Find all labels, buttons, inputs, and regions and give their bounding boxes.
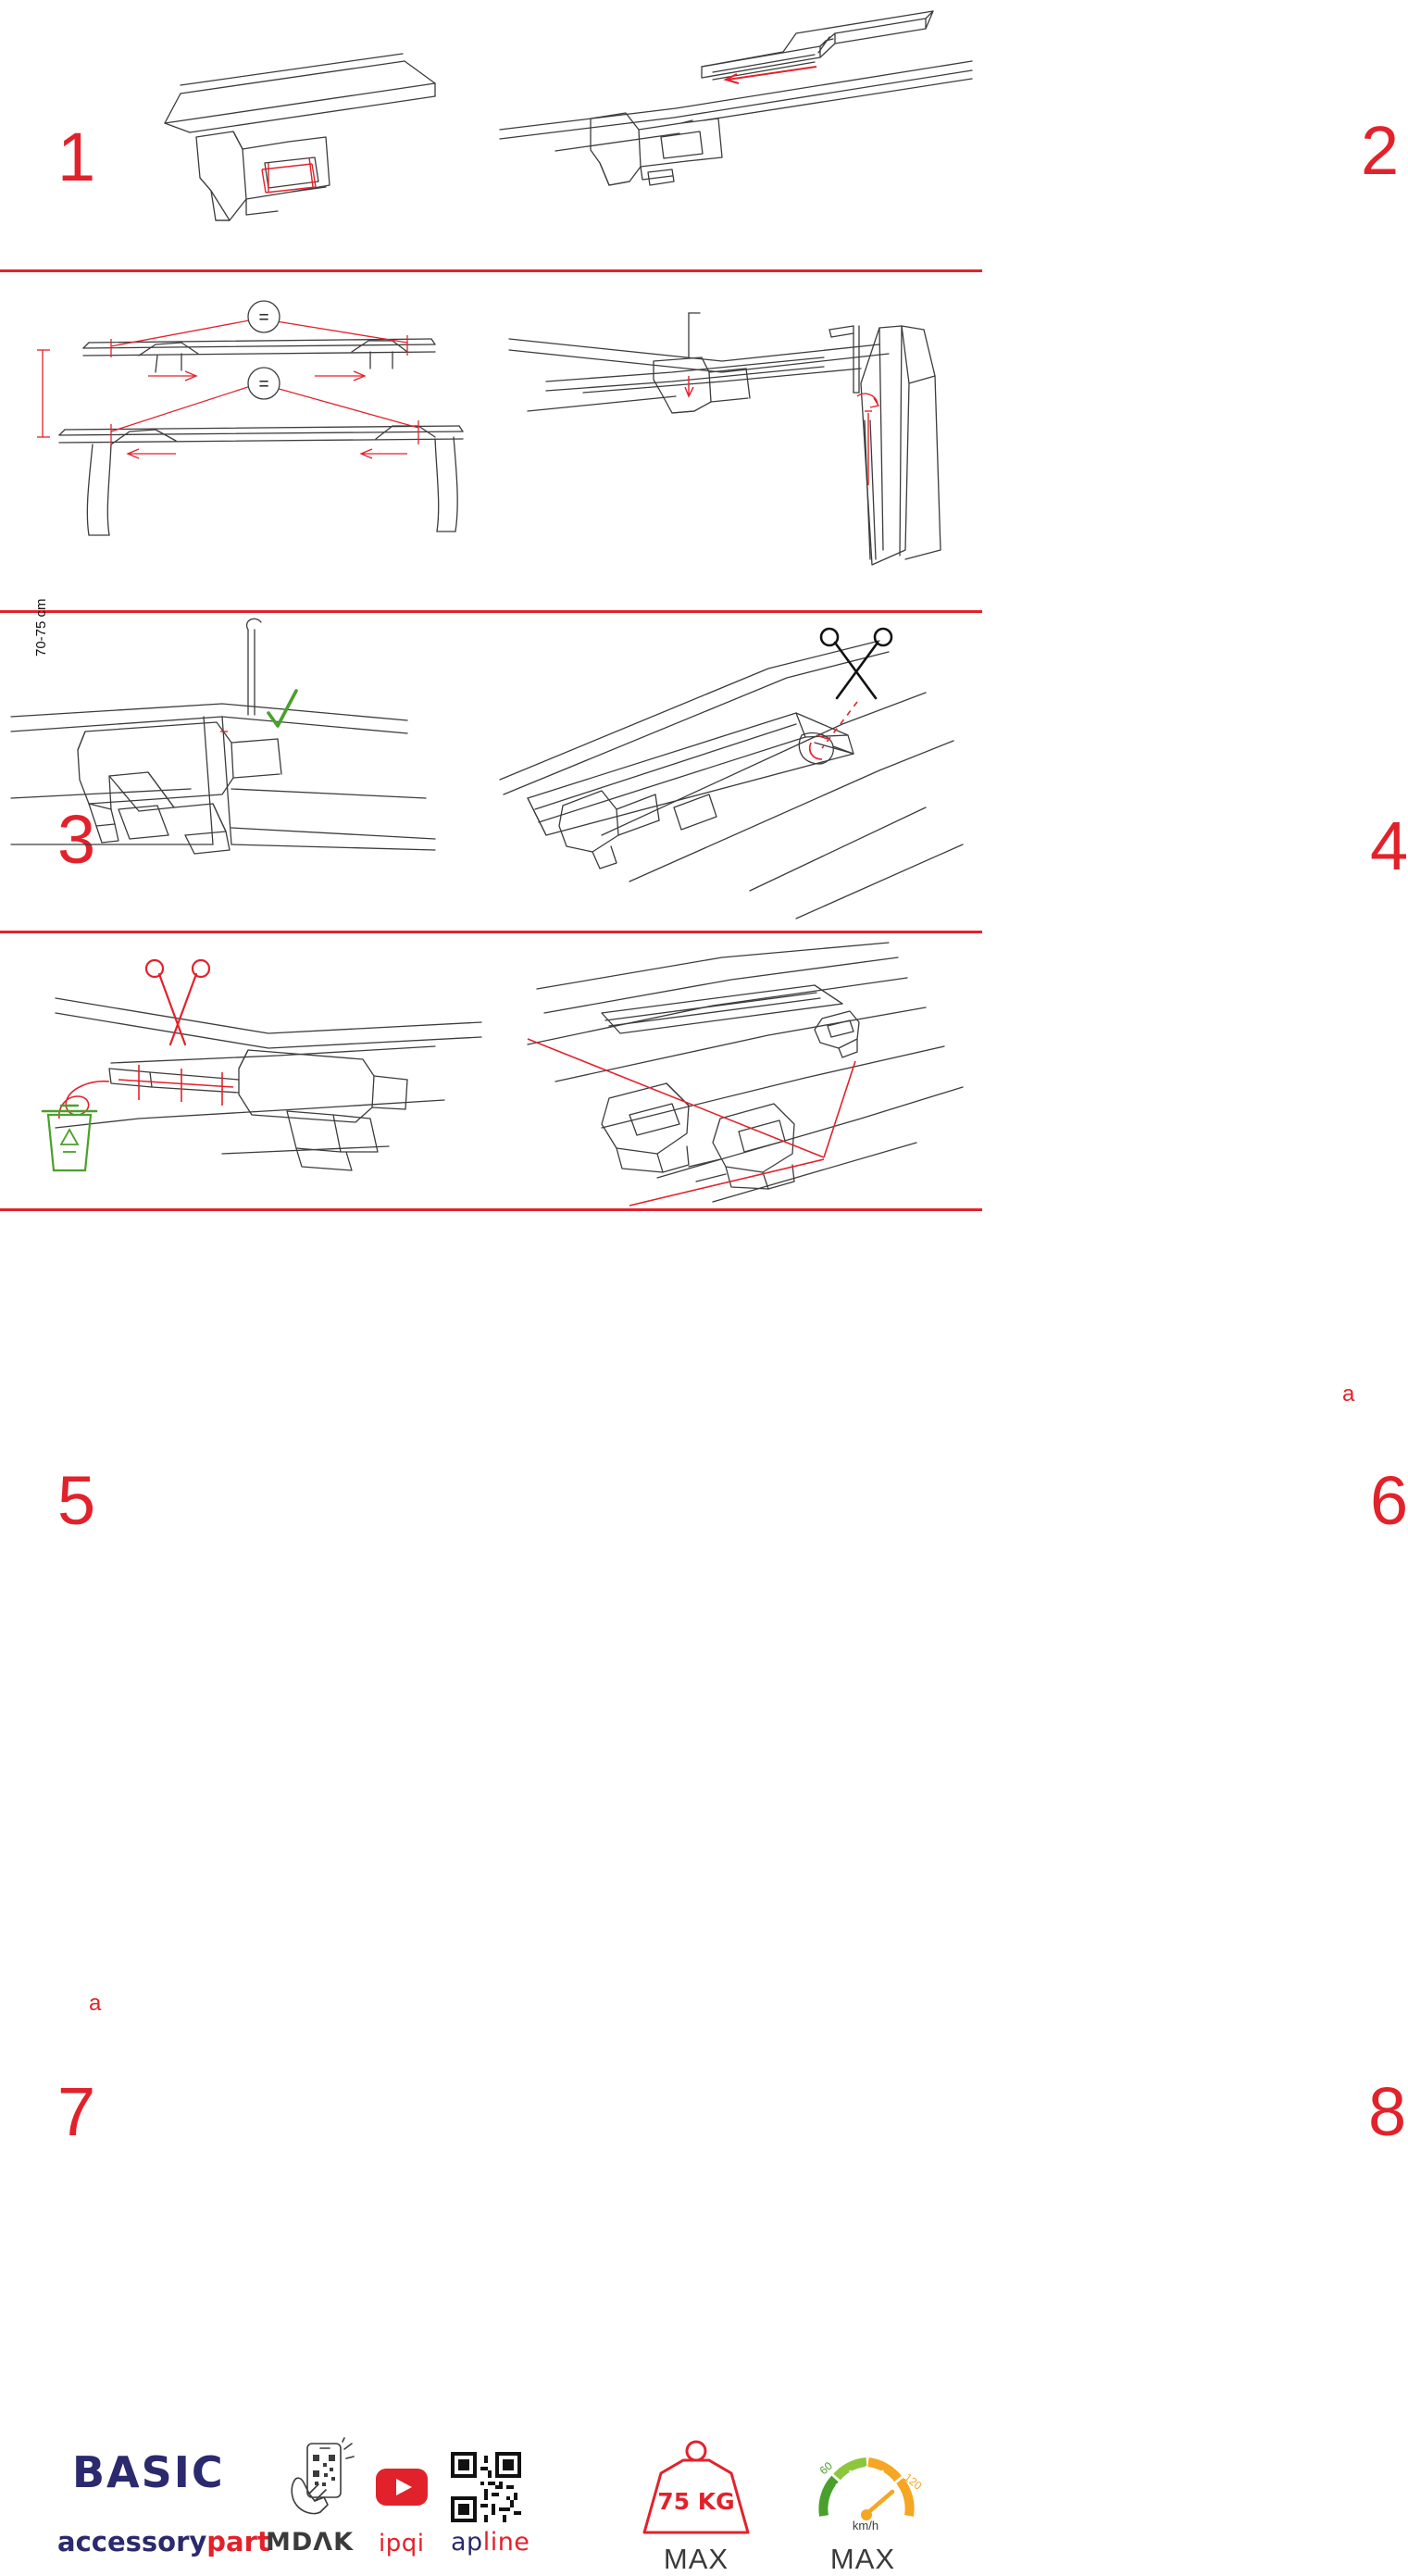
svg-text:60: 60 <box>816 2458 835 2478</box>
qr-code-icon <box>451 2452 521 2522</box>
footer-branding <box>0 1211 982 2575</box>
step-panel-3 <box>0 272 491 878</box>
youtube-icon[interactable] <box>375 2468 429 2507</box>
brand-part-text: part <box>206 2526 270 2557</box>
max-load-label: MAX <box>663 2543 729 2575</box>
svg-text:120: 120 <box>902 2470 925 2493</box>
step-panel-5 <box>0 613 491 1539</box>
brand-mdak-logo: MDΛK <box>266 2528 355 2557</box>
brand-basic-logo: BASIC <box>72 2447 225 2497</box>
step-number-2: 2 <box>1361 112 1400 189</box>
step-2-illustration <box>491 0 982 269</box>
step-panel-8 <box>491 933 1407 2150</box>
step-panel-4 <box>491 272 1408 884</box>
step-panel-1 <box>0 0 491 269</box>
qr-phone-icon <box>287 2440 359 2518</box>
distance-label: 70-75 cm <box>33 598 49 657</box>
brand-line-text: line <box>482 2528 530 2557</box>
step-number-6: 6 <box>1370 1462 1408 1539</box>
step-number-1: 1 <box>57 119 96 195</box>
brand-ap-text: ap <box>451 2528 483 2557</box>
brand-accessorypart-logo <box>57 2526 270 2557</box>
step-number-3: 3 <box>57 801 96 878</box>
max-load-value: 75 KG <box>657 2488 735 2515</box>
step-5-illustration <box>0 613 491 931</box>
scissors-icon <box>146 960 209 1044</box>
max-speed-label: MAX <box>829 2543 896 2575</box>
step-8-illustration <box>491 933 982 1208</box>
speed-unit-label: km/h <box>852 2519 879 2532</box>
step-6-illustration <box>491 613 982 931</box>
step-number-8: 8 <box>1368 2073 1407 2150</box>
svg-text:=: = <box>258 308 269 328</box>
step-7-illustration <box>0 933 491 1208</box>
step-number-7: 7 <box>57 2073 96 2150</box>
step-number-5: 5 <box>57 1462 96 1539</box>
step-panel-2 <box>491 0 1400 269</box>
step-number-4: 4 <box>1370 807 1408 884</box>
step-panel-6 <box>491 613 1408 1539</box>
recycle-bin-icon <box>43 1106 96 1170</box>
cut-marker-a-step6: a <box>1342 1382 1355 1407</box>
step-4-illustration <box>491 272 982 610</box>
step-3-illustration <box>0 272 491 610</box>
cut-marker-a-step7: a <box>89 1991 102 2016</box>
svg-text:=: = <box>258 375 269 394</box>
brand-accessory-text: accessory <box>57 2526 207 2557</box>
brand-ipqi-logo: ipqi <box>379 2530 425 2557</box>
step-panel-7 <box>0 933 491 2150</box>
brand-apline-logo <box>451 2528 530 2557</box>
